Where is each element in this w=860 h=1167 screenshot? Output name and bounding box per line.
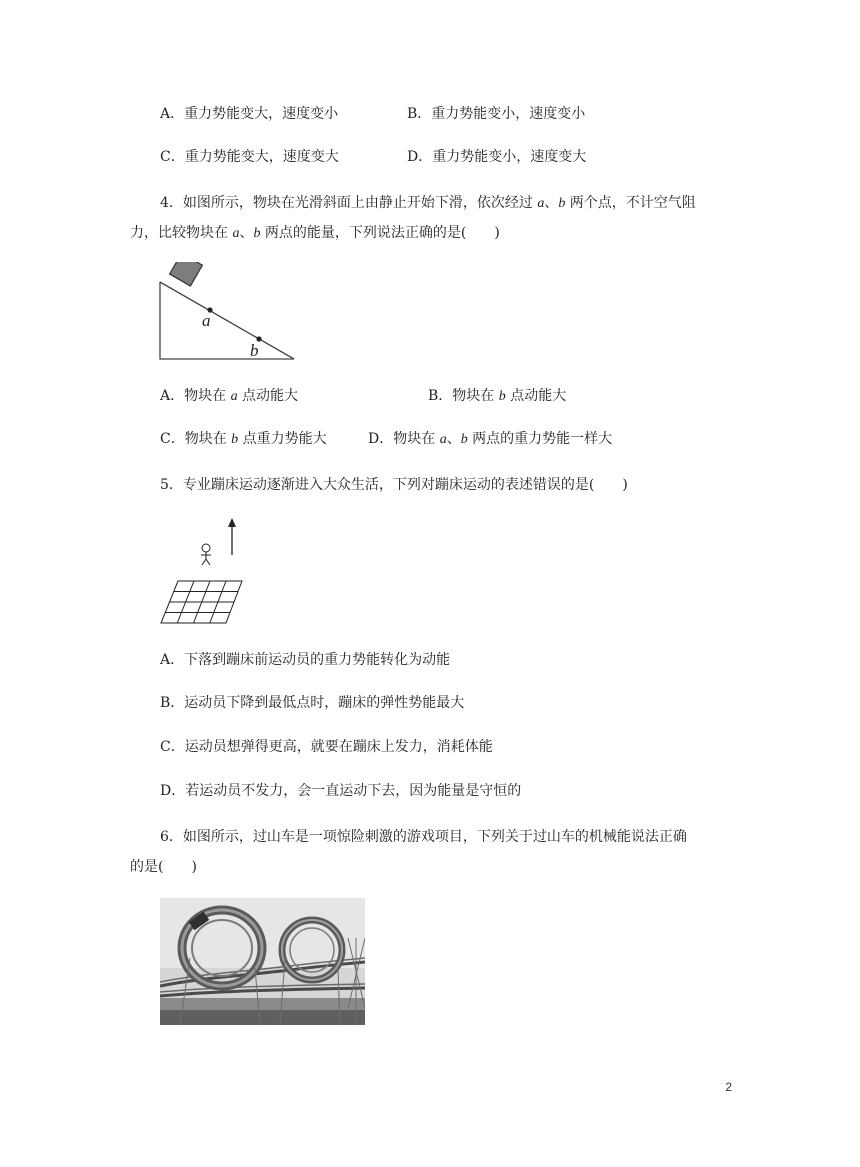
q3-option-d: D．重力势能变小，速度变大 [407, 149, 587, 165]
label-b: b [250, 341, 259, 360]
q6-stem-line2: 的是( ) [130, 859, 197, 875]
roller-coaster-photo [160, 898, 365, 1025]
q6-stem-line1: 6．如图所示，过山车是一项惊险刺激的游戏项目，下列关于过山车的机械能说法正确 [160, 829, 687, 845]
q3-option-c: C．重力势能变大，速度变大 [160, 149, 339, 165]
page-number: 2 [725, 1080, 732, 1094]
trampoline-figure [158, 515, 246, 627]
q4-option-b: B．物块在 b 点动能大 [428, 388, 567, 404]
q5-option-c: C．运动员想弹得更高，就要在蹦床上发力，消耗体能 [160, 739, 493, 755]
q4-option-a: A．物块在 a 点动能大 [160, 388, 299, 404]
q4-stem-line1: 4．如图所示，物块在光滑斜面上由静止开始下滑，依次经过 a、b 两个点，不计空气阻 [160, 195, 696, 211]
q4-option-d: D．物块在 a、b 两点的重力势能一样大 [368, 431, 613, 447]
q5-option-d: D．若运动员不发力，会一直运动下去，因为能量是守恒的 [160, 783, 522, 799]
q5-option-b: B．运动员下降到最低点时，蹦床的弹性势能最大 [160, 695, 465, 711]
q4-option-c: C．物块在 b 点重力势能大 [160, 431, 327, 447]
q3-option-a: A．重力势能变大，速度变小 [160, 106, 339, 122]
q3-option-b: B．重力势能变小，速度变小 [407, 106, 586, 122]
q5-stem: 5．专业蹦床运动逐渐进入大众生活，下列对蹦床运动的表述错误的是( ) [160, 477, 628, 493]
q4-stem-line2: 力，比较物块在 a、b 两点的能量，下列说法正确的是( ) [130, 225, 500, 241]
label-a: a [202, 311, 211, 330]
incline-figure [156, 262, 301, 362]
q5-option-a: A．下落到蹦床前运动员的重力势能转化为动能 [160, 652, 451, 668]
